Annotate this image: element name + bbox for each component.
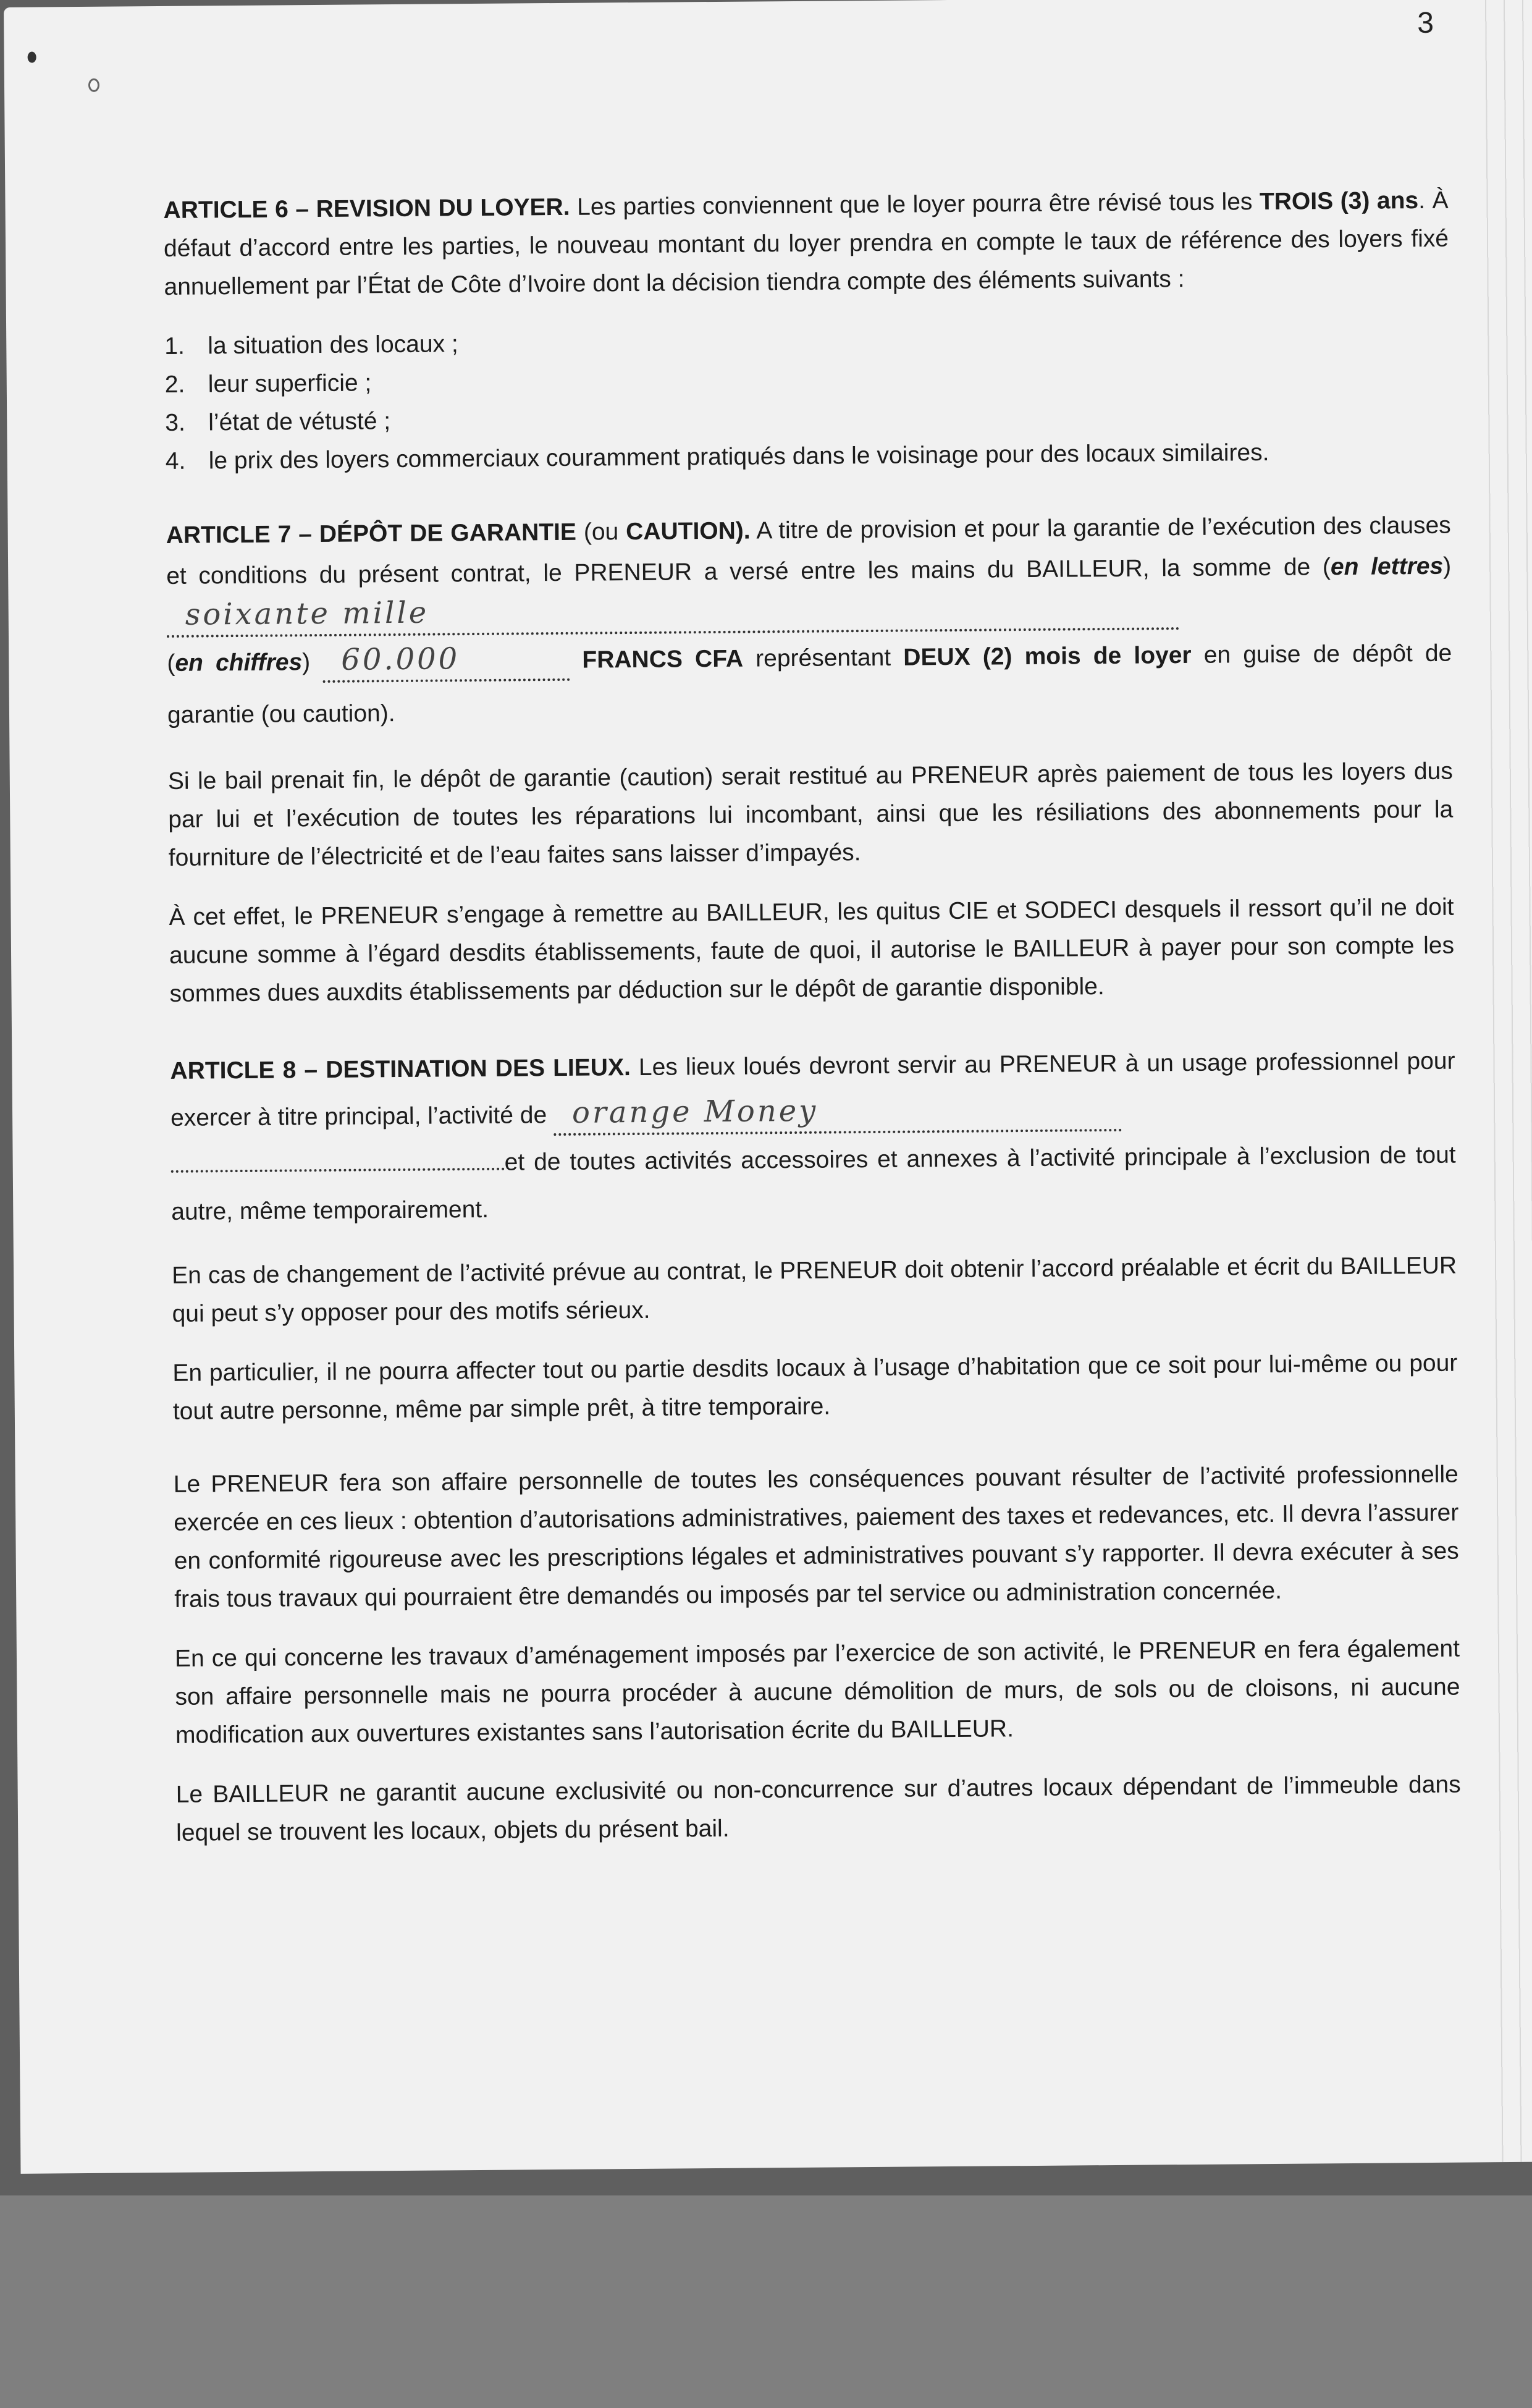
- amount-words-label: en lettres: [1330, 552, 1444, 581]
- document-page: [4, 0, 1532, 2174]
- list-number: 1.: [164, 332, 185, 360]
- article-8: [170, 1038, 1461, 1852]
- revision-factors-list: [164, 318, 1450, 481]
- works-paragraph: En ce qui concerne les travaux d’aménagement imposés par l’exercice de son activité, le PRENEUR en fera également son affaire personnelle mais ne pourra procéder à aucune démolition de murs, de sols ou de cloisons, ni aucune modification aux ouvertures existantes sans l’autorisation écrite du BAILLEUR.: [174, 1635, 1460, 1749]
- article-7-text: A titre de provision et pour la garantie de l’exécution des clauses et conditions du présent contrat, le PRENEUR a versé entre les mains du BAILLEUR, la somme de (: [166, 512, 1451, 589]
- exclusivity-paragraph: Le BAILLEUR ne garantit aucune exclusivité ou non-concurrence sur d’autres locaux dépendant de l’immeuble dans lequel se trouvent les locaux, objets du présent bail.: [175, 1771, 1461, 1846]
- article-6-intro: [163, 182, 1449, 306]
- article-8-heading: ARTICLE 8 – DESTINATION DES LIEUX.: [170, 1054, 631, 1084]
- paren: ): [1443, 552, 1452, 580]
- document-body: [163, 182, 1461, 1874]
- habitation-paragraph: En particulier, il ne pourra affecter tout ou partie desdits locaux à l’usage d’habitation que ce soit pour lui-même ou pour tout autre personne, même par simple prêt, à titre temporaire.: [172, 1350, 1458, 1425]
- quitus-paragraph: À cet effet, le PRENEUR s’engage à remettre au BAILLEUR, les quitus CIE et SODECI desquels il ressort qu’il ne doit aucune somme à l’égard desdits établissements, faute de quoi, il autorise le BAILLEUR à payer pour son compte les sommes dues auxdits établissements par déduction sur le dépôt de garantie disponible.: [169, 893, 1455, 1007]
- activity-field-continued[interactable]: [171, 1146, 505, 1173]
- article-8-intro: [170, 1038, 1456, 1236]
- article-6-heading: ARTICLE 6 – REVISION DU LOYER.: [163, 193, 570, 224]
- refund-paragraph: Si le bail prenait fin, le dépôt de garantie (caution) serait restitué au PRENEUR après paiement de tous les loyers dus par lui et l’exécution de toutes les réparations lui incombant, ainsi que les résiliations des abonnements pour la fourniture de l’électricité et de l’eau faites sans laisser d’impayés.: [167, 758, 1454, 871]
- handwritten-amount-figures: 60.000: [341, 641, 460, 677]
- article-8-text: Les lieux loués devront servir au PRENEUR à un usage professionnel pour exercer à titre principal, l’activité de: [170, 1047, 1455, 1131]
- amount-figures-label: en chiffres: [175, 649, 303, 677]
- paren: ): [301, 649, 311, 676]
- consequences-paragraph: Le PRENEUR fera son affaire personnelle de toutes les conséquences pouvant résulter de l’activité professionnelle exercée en ces lieux : obtention d’autorisations administratives, paiement des taxes et redevances, etc. Il devra l’assurer en conformité rigoureuse avec les prescriptions légales et administratives pouvant s’y rapporter. Il devra exécuter à ses frais tous travaux qui pourraient être demandés ou imposés par tel service ou administration concernée.: [173, 1461, 1459, 1613]
- list-number: 3.: [165, 409, 185, 436]
- list-text: l’état de vétusté ;: [208, 408, 391, 436]
- amount-figures-field[interactable]: [322, 640, 570, 683]
- heading-text: CAUTION: [626, 517, 736, 546]
- article-6: [163, 182, 1450, 481]
- article-7-text: en guise de dépôt de garantie (ou caution).: [167, 640, 1452, 729]
- article-7: [166, 505, 1454, 1013]
- article-7-heading: ARTICLE 7 – DÉPÔT DE GARANTIE: [166, 518, 577, 549]
- amount-figures-line: (en chiffres) 60.000 FRANCS CFA représentant DEUX (2) mois de loyer en guise de dépôt de garantie (ou caution).: [167, 640, 1452, 729]
- article-7-text: représentant: [743, 644, 904, 672]
- article-7-intro: [166, 505, 1452, 741]
- handwritten-amount-words: soixante mille: [185, 595, 429, 632]
- heading-text: ).: [735, 517, 751, 544]
- page-number: 3: [1417, 6, 1434, 40]
- currency: FRANCS CFA: [582, 645, 744, 674]
- list-number: 4.: [165, 447, 186, 475]
- article-8-text: et de toutes activités accessoires et annexes à l’activité principale à l’exclusion de tout autre, même temporairement.: [171, 1141, 1456, 1225]
- deposit-months: DEUX (2) mois de loyer: [903, 641, 1192, 671]
- list-number: 2.: [164, 371, 185, 398]
- binder-hole-mark: [28, 52, 36, 63]
- list-text: le prix des loyers commerciaux couramment pratiqués dans le voisinage pour des locaux similaires.: [208, 439, 1269, 475]
- article-6-text: . À défaut d’accord entre les parties, le nouveau montant du loyer prendra en compte le taux de référence des loyers fixé annuellement par l’État de Côte d’Ivoire dont la décision tiendra compte des éléments suivants :: [163, 187, 1449, 300]
- binder-hole-mark: [88, 78, 99, 92]
- activity-change-paragraph: En cas de changement de l’activité prévue au contrat, le PRENEUR doit obtenir l’accord préalable et écrit du BAILLEUR qui peut s’y opposer pour des motifs sérieux.: [171, 1252, 1457, 1327]
- list-text: leur superficie ;: [208, 370, 372, 398]
- heading-text: (ou: [576, 518, 626, 546]
- list-text: la situation des locaux ;: [208, 331, 458, 360]
- article-6-text: Les parties conviennent que le loyer pourra être révisé tous les: [570, 188, 1260, 221]
- revision-period: TROIS (3) ans: [1259, 187, 1419, 216]
- handwritten-activity: orange Money: [571, 1093, 819, 1130]
- activity-field[interactable]: [553, 1091, 1122, 1136]
